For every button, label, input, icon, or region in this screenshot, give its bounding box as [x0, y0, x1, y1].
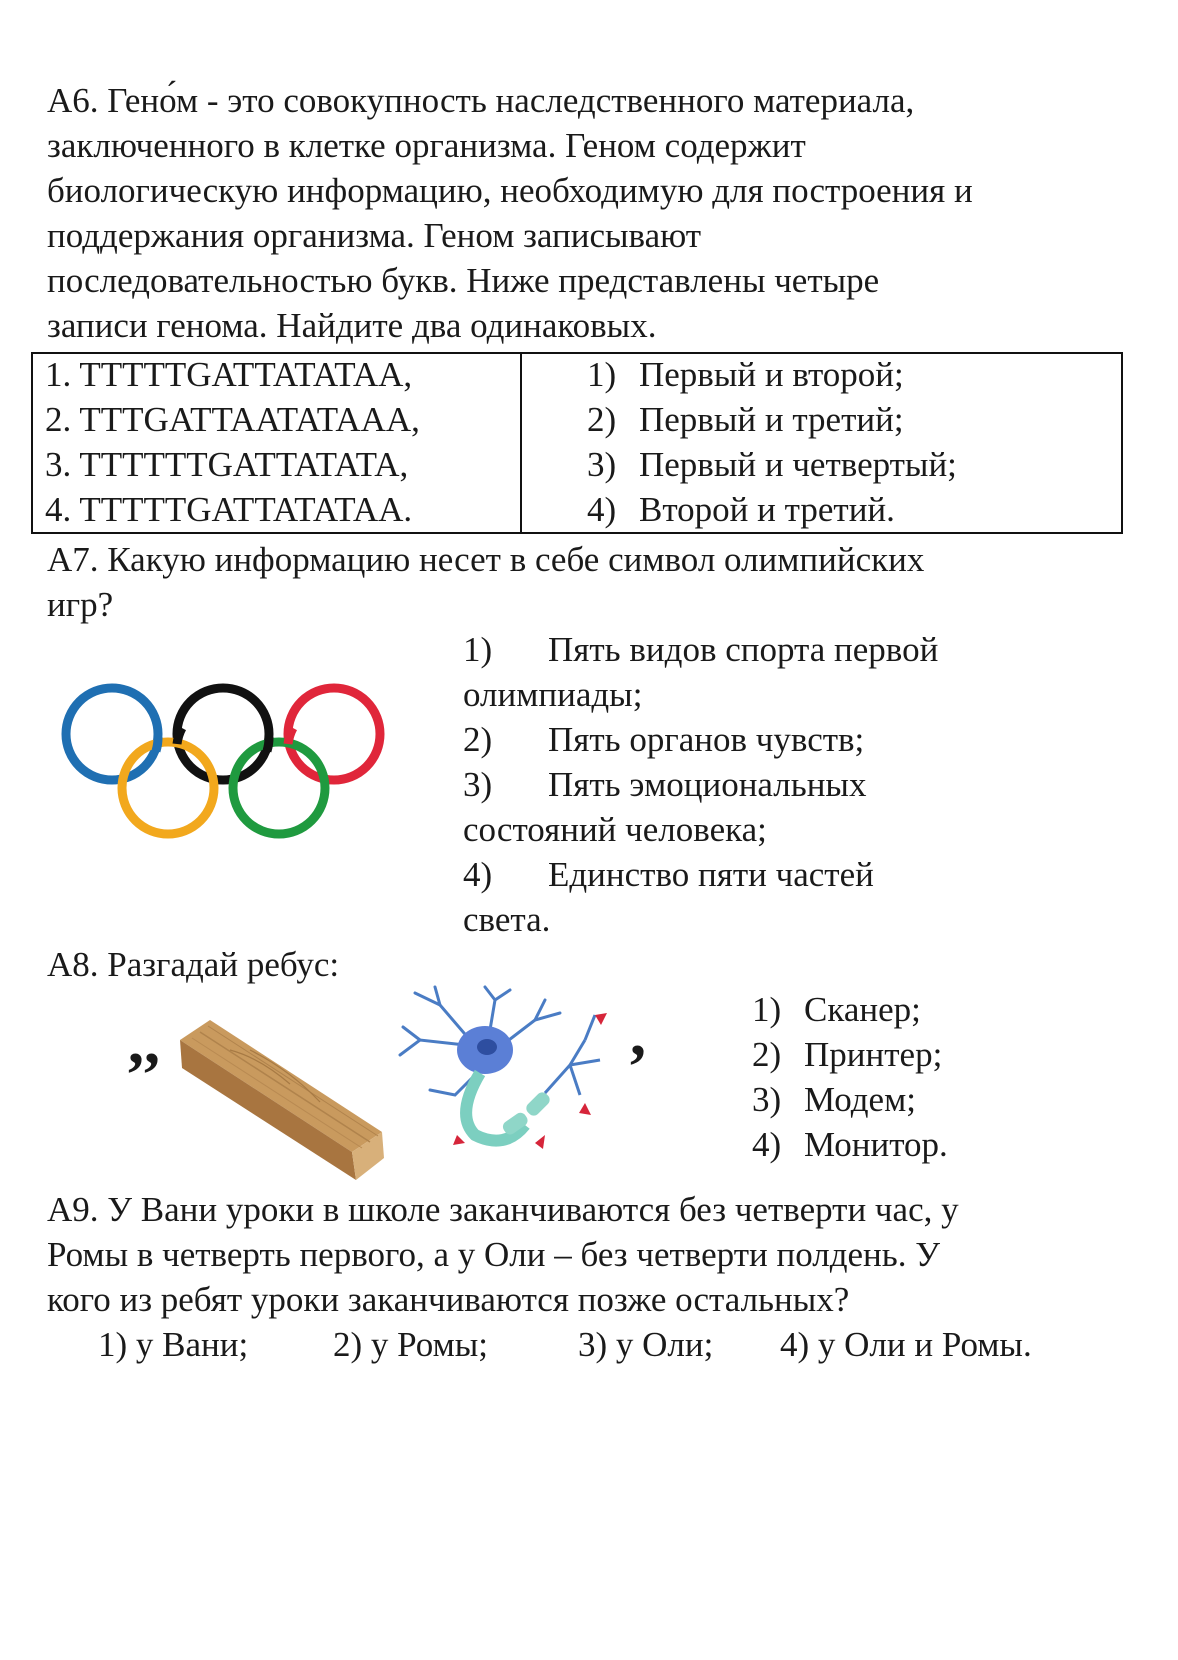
option-number: 4) — [587, 490, 617, 529]
a8-option-2 — [752, 1032, 942, 1077]
option-number: 3) — [752, 1080, 782, 1119]
option-text: Второй и третий. — [639, 490, 895, 529]
option-text: Пять видов спорта первой — [548, 630, 939, 669]
yellow-ring — [122, 742, 214, 834]
a8-title: А8. Разгадай ребус: — [47, 945, 340, 984]
a6-line-2: заключенного в клетке организма. Геном содержит — [47, 126, 806, 165]
genome-record-2: 2. TTTGATTAATATAAA, — [45, 400, 420, 439]
a9-answer-3: 3) у Оли; — [578, 1325, 714, 1364]
option-text: Сканер; — [804, 990, 921, 1029]
option-number: 3) — [463, 765, 493, 804]
a6-option-1 — [587, 352, 904, 397]
a7-option-4 — [463, 852, 874, 897]
option-number: 1) — [587, 355, 617, 394]
option-text: Пять эмоциональных — [548, 765, 867, 804]
a6-line-6: записи генома. Найдите два одинаковых. — [47, 306, 657, 345]
a7-line-2: игр? — [47, 585, 114, 624]
a9-answer-2: 2) у Ромы; — [333, 1325, 488, 1364]
a6-line-5: последовательностью букв. Ниже представлены четыре — [47, 261, 880, 300]
red-ring — [288, 688, 380, 780]
black-ring — [177, 688, 269, 780]
a6-option-4 — [587, 487, 895, 532]
option-number: 2) — [463, 720, 493, 759]
a6-option-2 — [587, 397, 904, 442]
blue-ring — [66, 688, 158, 780]
a6-line-3: биологическую информацию, необходимую для построения и — [47, 171, 973, 210]
option-text: Первый и четвертый; — [639, 445, 957, 484]
genome-record-4: 4. TTTTTGATTATATAA. — [45, 490, 413, 529]
table-divider — [520, 354, 522, 532]
option-number: 1) — [752, 990, 782, 1029]
a7-option-3-cont: состояний человека; — [463, 810, 767, 849]
quote-right: , — [630, 998, 646, 1069]
neuron-image — [395, 985, 620, 1165]
a6-line-4: поддержания организма. Геном записывают — [47, 216, 702, 255]
a8-option-1 — [752, 987, 921, 1032]
a9-answer-1: 1) у Вани; — [98, 1325, 249, 1364]
option-text: Принтер; — [804, 1035, 943, 1074]
a8-option-4 — [752, 1122, 948, 1167]
option-text: Монитор. — [804, 1125, 948, 1164]
option-text: Первый и второй; — [639, 355, 904, 394]
a9-line-1: А9. У Вани уроки в школе заканчиваются без четверти час, у — [47, 1190, 959, 1229]
option-number: 3) — [587, 445, 617, 484]
a6-option-3 — [587, 442, 957, 487]
genome-record-3: 3. TTTTTTGATTATATA, — [45, 445, 409, 484]
a9-answer-4: 4) у Оли и Ромы. — [780, 1325, 1032, 1364]
a7-option-4-cont: света. — [463, 900, 551, 939]
wooden-board-image — [170, 1020, 390, 1185]
option-number: 2) — [752, 1035, 782, 1074]
a7-option-1-cont: олимпиады; — [463, 675, 643, 714]
quote-left: ,, — [128, 1006, 160, 1077]
genome-record-1: 1. TTTTTGATTATATAA, — [45, 355, 413, 394]
a6-line-1: А6. Гено́м - это совокупность наследственного материала, — [47, 81, 915, 120]
option-number: 2) — [587, 400, 617, 439]
option-number: 4) — [463, 855, 493, 894]
option-number: 1) — [463, 630, 493, 669]
olympic-rings-image — [60, 682, 400, 847]
option-text: Пять органов чувств; — [548, 720, 865, 759]
a7-line-1: А7. Какую информацию несет в себе символ олимпийских — [47, 540, 925, 579]
a9-line-2: Ромы в четверть первого, а у Оли – без четверти полдень. У — [47, 1235, 941, 1274]
a7-option-2 — [463, 717, 864, 762]
a7-option-3 — [463, 762, 866, 807]
a8-option-3 — [752, 1077, 916, 1122]
a7-option-1 — [463, 627, 938, 672]
option-number: 4) — [752, 1125, 782, 1164]
option-text: Модем; — [804, 1080, 916, 1119]
option-text: Первый и третий; — [639, 400, 904, 439]
green-ring — [233, 742, 325, 834]
a9-line-3: кого из ребят уроки заканчиваются позже остальных? — [47, 1280, 850, 1319]
option-text: Единство пяти частей — [548, 855, 874, 894]
